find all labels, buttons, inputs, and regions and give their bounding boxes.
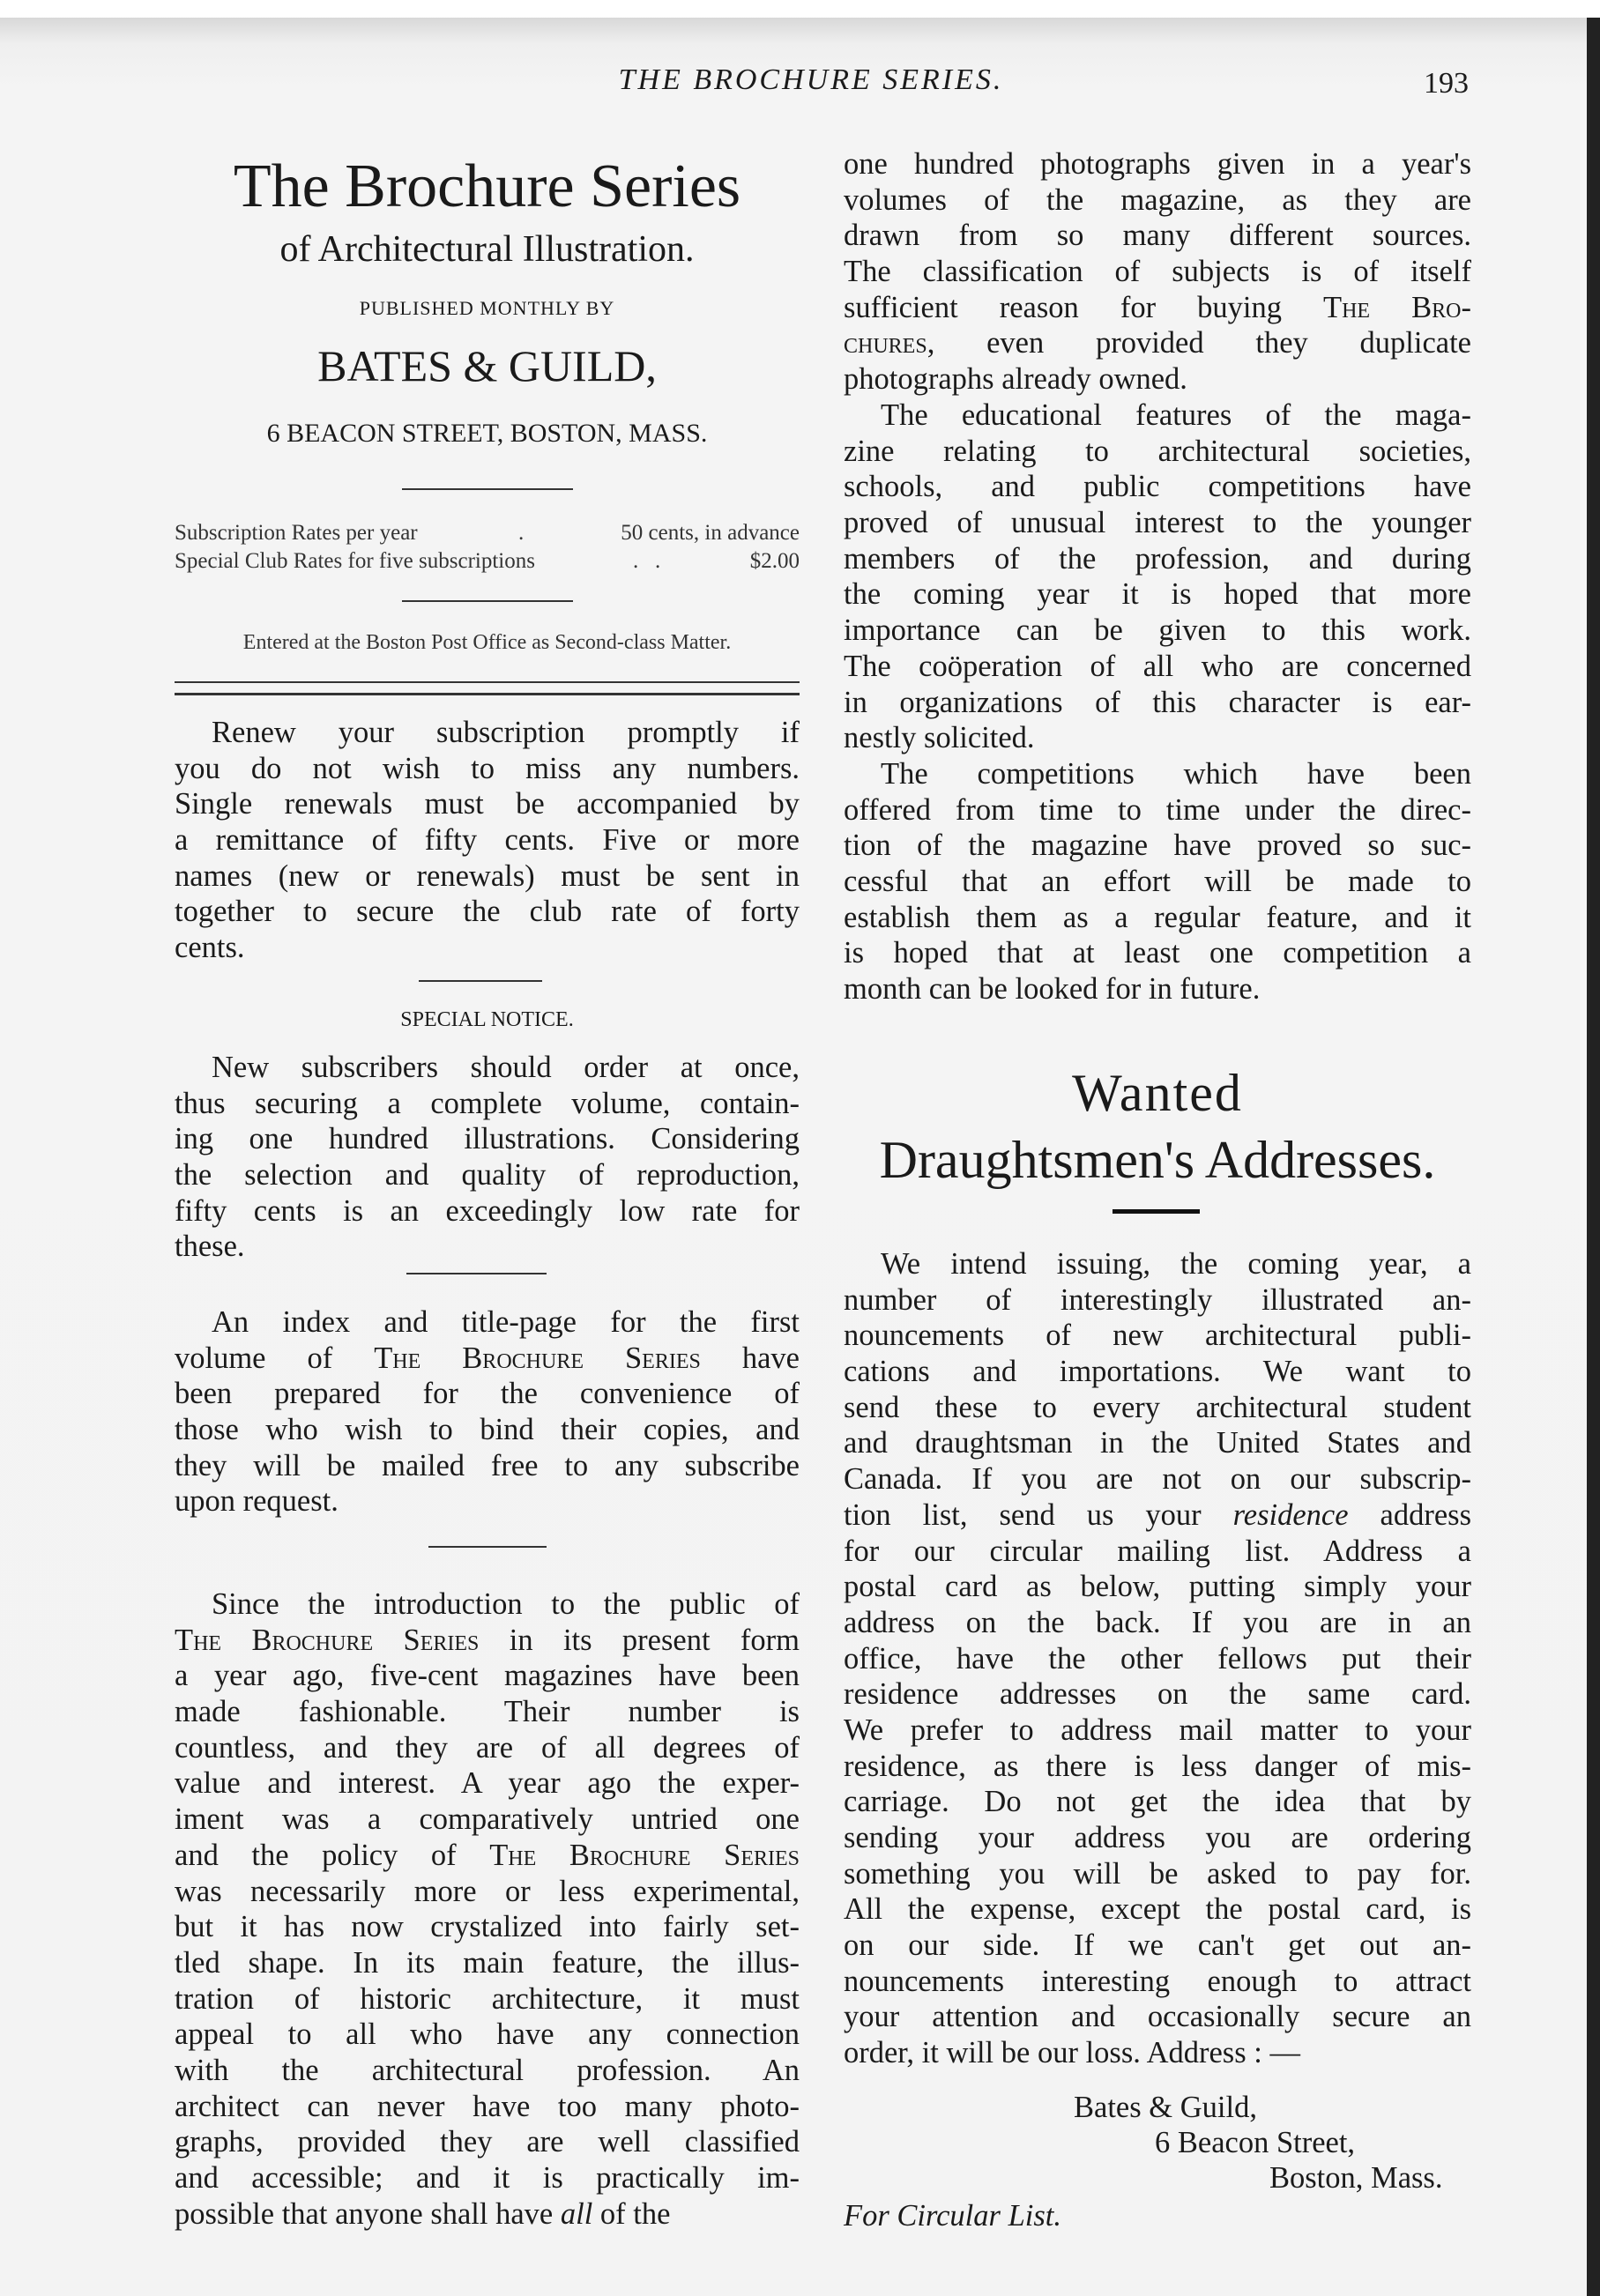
rate-value: $2.00	[749, 549, 800, 573]
text-line: residence, as there is less danger of mis-	[844, 1749, 1471, 1783]
italic-text: all	[560, 2196, 593, 2231]
text-line	[844, 290, 1471, 326]
text-line: you do not wish to miss any numbers.	[175, 751, 800, 785]
text-segment: of the	[592, 2196, 671, 2231]
text-line: names (new or renewals) must be sent in	[175, 858, 800, 893]
text-line: Single renewals must be accompanied by	[175, 787, 800, 821]
double-rule	[175, 681, 800, 683]
text-line: postal card as below, putting simply your	[844, 1570, 1471, 1604]
text-line: New subscribers should order at once,	[212, 1051, 800, 1084]
text-segment: sufficient reason for buying	[844, 290, 1324, 324]
text-line: month can be looked for in future.	[844, 972, 1261, 1007]
text-line: graphs, provided they are well classified	[175, 2125, 800, 2159]
divider	[419, 980, 542, 982]
small-caps-text: The Bro-	[1323, 290, 1472, 324]
double-rule	[175, 693, 800, 695]
text-line: fifty cents is an exceedingly low rate for	[175, 1193, 800, 1228]
text-line: iment was a comparatively untried one	[175, 1802, 800, 1837]
divider	[406, 1273, 547, 1274]
text-line: on our side. If we can't get out an-	[844, 1928, 1471, 1963]
page-number: 193	[1424, 67, 1469, 100]
text-line: your attention and occasionally secure an	[844, 2000, 1471, 2034]
text-line: the coming year it is hoped that more	[844, 577, 1471, 612]
text-line: All the expense, except the postal card, is	[844, 1892, 1471, 1927]
address-street: 6 Beacon Street,	[1155, 2126, 1356, 2159]
text-line: address on the back. If you are in an	[844, 1605, 1471, 1639]
text-line: tration of historic architecture, it must	[175, 1981, 800, 2016]
text-line: carriage. Do not get the idea that by	[844, 1785, 1471, 1819]
address-name: Bates & Guild,	[1074, 2091, 1257, 2124]
introduction-paragraph	[175, 1586, 800, 2232]
small-caps-text: chures,	[844, 326, 935, 360]
rate-value: 50 cents, in advance	[621, 521, 800, 545]
text-line: drawn from so many different sources.	[844, 219, 1471, 253]
text-line: sending your address you are ordering	[844, 1821, 1471, 1854]
text-line: An index and title-page for the first	[212, 1305, 800, 1339]
text-line: and draughtsman in the United States and	[844, 1426, 1471, 1460]
text-line: The competitions which have been	[881, 757, 1471, 791]
text-line: ing one hundred illustrations. Considering	[175, 1122, 800, 1156]
text-line: those who wish to bind their copies, and	[175, 1413, 800, 1447]
text-segment: in its present form	[479, 1623, 800, 1657]
masthead-subtitle: of Architectural Illustration.	[279, 229, 695, 270]
text-line: been prepared for the convenience of	[175, 1377, 800, 1411]
text-line: is hoped that at least one competition a	[844, 936, 1471, 970]
draughtsmen-heading: Draughtsmen's Addresses.	[879, 1131, 1436, 1189]
text-line: in organizations of this character is ear-	[844, 685, 1471, 719]
rate-row	[175, 549, 800, 574]
text-line: a remittance of fifty cents. Five or more	[175, 823, 800, 858]
divider	[428, 1546, 547, 1548]
text-segment: even provided they duplicate	[934, 326, 1471, 360]
text-segment: tion list, send us your	[844, 1497, 1233, 1532]
text-segment: possible that anyone shall have	[175, 2196, 561, 2231]
rate-row	[175, 521, 800, 546]
text-line: offered from time to time under the direc-	[844, 792, 1471, 827]
text-line: together to secure the club rate of forty	[175, 895, 800, 929]
text-line: was necessarily more or less experimental,	[175, 1874, 800, 1908]
divider	[402, 600, 573, 602]
text-line: value and interest. A year ago the exper-	[175, 1766, 800, 1801]
text-line: the selection and quality of reproduction,	[175, 1158, 800, 1193]
wanted-paragraph	[844, 1246, 1471, 2071]
italic-text: residence	[1232, 1497, 1349, 1532]
special-notice-heading: SPECIAL NOTICE.	[400, 1008, 574, 1031]
text-line: establish them as a regular feature, and it	[844, 900, 1471, 934]
text-line: one hundred photographs given in a year's	[844, 147, 1471, 181]
text-line: tled shape. In its main feature, the illus-	[175, 1945, 800, 1980]
published-by: PUBLISHED MONTHLY BY	[359, 297, 615, 319]
educational-paragraph	[844, 398, 1471, 756]
text-line: order, it will be our loss. Address : —	[844, 2036, 1300, 2070]
postal-entry-note: Entered at the Boston Post Office as Second-class Matter.	[242, 631, 732, 654]
small-caps-text: The Brochure Series	[175, 1623, 480, 1657]
running-title: THE BROCHURE SERIES.	[618, 63, 1004, 96]
text-line: cents.	[175, 931, 245, 965]
divider	[402, 488, 573, 490]
text-line: tion of the magazine have proved so suc-	[844, 828, 1471, 863]
text-line: Since the introduction to the public of	[212, 1587, 800, 1621]
text-line: The classification of subjects is of itself	[844, 255, 1471, 289]
text-line: Renew your subscription promptly if	[212, 716, 800, 749]
circular-list-note: For Circular List.	[844, 2199, 1061, 2233]
wanted-heading: Wanted	[1072, 1064, 1243, 1122]
page-edge	[1587, 18, 1600, 2296]
text-line	[175, 1341, 800, 1377]
text-line: thus securing a complete volume, contain-	[175, 1086, 800, 1120]
small-caps-text: The Brochure Series	[374, 1341, 701, 1375]
publisher-name: BATES & GUILD,	[317, 341, 657, 390]
text-line: a year ago, five-cent magazines have been	[175, 1659, 800, 1693]
text-line	[175, 1838, 800, 1874]
text-line: residence addresses on the same card.	[844, 1677, 1471, 1712]
text-line: photographs already owned.	[844, 362, 1187, 397]
text-line: appeal to all who have any connection	[175, 2017, 800, 2052]
address-city: Boston, Mass.	[1269, 2161, 1443, 2195]
rate-label: Subscription Rates per year	[175, 521, 418, 545]
text-line: office, have the other fellows put their	[844, 1641, 1471, 1676]
text-line: The educational features of the maga-	[881, 398, 1471, 432]
divider	[1113, 1209, 1200, 1214]
publisher-address: 6 BEACON STREET, BOSTON, MASS.	[266, 419, 708, 448]
text-line: nouncements interesting enough to attract	[844, 1964, 1471, 1998]
text-segment: volume of	[175, 1341, 375, 1375]
text-line: Canada. If you are not on our subscrip-	[844, 1462, 1471, 1497]
masthead-title: The Brochure Series	[233, 152, 741, 220]
text-line: for our circular mailing list. Address a	[844, 1534, 1471, 1568]
text-line	[175, 1623, 800, 1659]
text-line: nestly solicited.	[844, 721, 1035, 755]
text-line: send these to every architectural student	[844, 1390, 1471, 1424]
text-line: number of interestingly illustrated an-	[844, 1282, 1471, 1317]
text-line: with the architectural profession. An	[175, 2053, 800, 2087]
text-line: We intend issuing, the coming year, a	[881, 1247, 1471, 1281]
text-line: The coöperation of all who are concerned	[844, 649, 1471, 683]
text-line: zine relating to architectural societies,	[844, 434, 1471, 468]
text-line: made fashionable. Their number is	[175, 1695, 800, 1729]
text-line: schools, and public competitions have	[844, 470, 1471, 504]
text-line: upon request.	[175, 1484, 339, 1519]
text-line: these.	[175, 1230, 245, 1264]
text-line: cessful that an effort will be made to	[844, 865, 1471, 899]
text-line: volumes of the magazine, as they are	[844, 182, 1471, 217]
text-line: We prefer to address mail matter to your	[844, 1713, 1471, 1747]
text-line	[844, 1497, 1471, 1534]
photographs-paragraph	[844, 146, 1471, 398]
text-line: proved of unusual interest to the younger	[844, 506, 1471, 540]
text-line: cations and importations. We want to	[844, 1355, 1471, 1389]
rate-dots: . .	[633, 549, 661, 573]
new-subscribers-paragraph	[175, 1050, 800, 1265]
text-segment: and the policy of	[175, 1838, 490, 1872]
text-segment: address	[1348, 1497, 1471, 1532]
renew-paragraph	[175, 715, 800, 966]
text-segment: have	[700, 1341, 800, 1375]
text-line: they will be mailed free to any subscribe	[175, 1448, 800, 1482]
text-line: countless, and they are of all degrees of	[175, 1730, 800, 1765]
text-line: importance can be given to this work.	[844, 613, 1471, 648]
index-paragraph	[175, 1304, 800, 1520]
text-line: and accessible; and it is practically im-	[175, 2161, 800, 2195]
text-line: architect can never have too many photo-	[175, 2089, 800, 2123]
rate-label: Special Club Rates for five subscriptions	[175, 549, 535, 573]
text-line	[175, 2196, 800, 2233]
text-line: something you will be asked to pay for.	[844, 1856, 1471, 1891]
text-line: nouncements of new architectural publi-	[844, 1319, 1471, 1353]
small-caps-text: The Brochure Series	[489, 1838, 800, 1872]
rate-dots: .	[518, 521, 525, 545]
text-line: members of the profession, and during	[844, 541, 1471, 576]
text-line	[844, 325, 1471, 361]
text-line: but it has now crystalized into fairly set-	[175, 1910, 800, 1944]
competitions-paragraph	[844, 756, 1471, 1007]
